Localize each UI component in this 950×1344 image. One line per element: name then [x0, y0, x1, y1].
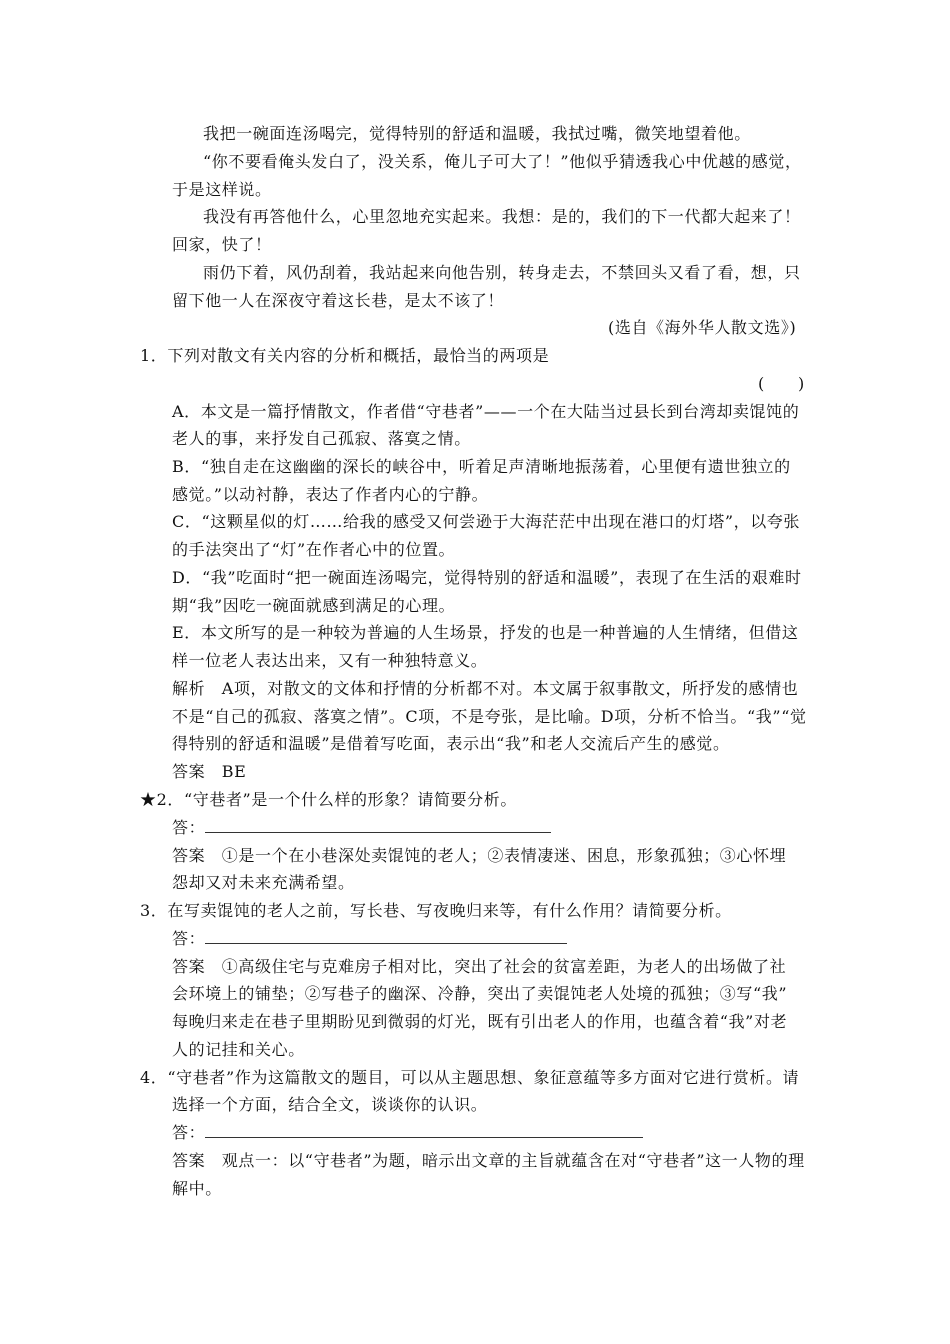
option-c: C．“这颗星似的灯……给我的感受又何尝逊于大海茫茫中出现在港口的灯塔”，以夸张 [172, 512, 801, 531]
question-2-response-label: 答： [172, 818, 206, 837]
question-4-response-label: 答： [172, 1123, 206, 1142]
question-1-analysis: 解析 A项，对散文的文体和抒情的分析都不对。本文属于叙事散文，所抒发的感情也 [172, 679, 799, 698]
option-a-cont: 老人的事，来抒发自己孤寂、落寞之情。 [172, 429, 471, 448]
passage-paragraph-2-cont: 于是这样说。 [172, 180, 272, 199]
passage-paragraph-2: “你不要看俺头发白了，没关系，俺儿子可大了！”他似乎猜透我心中优越的感觉， [203, 152, 802, 171]
question-2-answer-blank[interactable] [205, 818, 551, 833]
question-1-answer: 答案 BE [172, 762, 247, 781]
option-b: B．“独自走在这幽幽的深长的峡谷中，听着足声清晰地振荡着，心里便有遗世独立的 [172, 457, 791, 476]
question-2-response-line [172, 817, 551, 839]
option-c-cont: 的手法突出了“灯”在作者心中的位置。 [172, 540, 456, 559]
question-1-analysis-cont-2: 得特别的舒适和温暖”是借着写吃面，表示出“我”和老人交流后产生的感觉。 [172, 734, 730, 753]
question-2-answer-cont: 怨却又对未来充满希望。 [172, 873, 355, 892]
passage-paragraph-4: 雨仍下着，风仍刮着，我站起来向他告别，转身走去，不禁回头又看了看，想，只 [203, 263, 801, 282]
passage-paragraph-3-cont: 回家，快了！ [172, 235, 272, 254]
passage-paragraph-4-cont: 留下他一人在深夜守着这长巷，是太不该了！ [172, 291, 505, 310]
question-2-stem: ★2．“守巷者”是一个什么样的形象？请简要分析。 [140, 790, 517, 809]
question-1-analysis-cont-1: 不是“自己的孤寂、落寞之情”。C项，不是夸张，是比喻。D项，分析不恰当。“我”“觉 [172, 707, 807, 726]
question-2-answer: 答案 ①是一个在小巷深处卖馄饨的老人；②表情凄迷、困息，形象孤独；③心怀埋 [172, 846, 787, 865]
question-3-response-label: 答： [172, 929, 206, 948]
option-d: D．“我”吃面时“把一碗面连汤喝完，觉得特别的舒适和温暖”，表现了在生活的艰难时 [172, 568, 802, 587]
question-4-answer: 答案 观点一：以“守巷者”为题，暗示出文章的主旨就蕴含在对“守巷者”这一人物的理 [172, 1151, 805, 1170]
passage-source: (选自《海外华人散文选》) [608, 318, 797, 337]
question-3-answer-blank[interactable] [205, 929, 567, 944]
passage-paragraph-3: 我没有再答他什么，心里忽地充实起来。我想：是的，我们的下一代都大起来了！ [203, 207, 801, 226]
question-3-answer-cont-2: 每晚归来走在巷子里期盼见到微弱的灯光，既有引出老人的作用，也蕴含着“我”对老 [172, 1012, 788, 1031]
question-3-answer-cont-3: 人的记挂和关心。 [172, 1040, 305, 1059]
question-4-stem: 4．“守巷者”作为这篇散文的题目，可以从主题思想、象征意蕴等多方面对它进行赏析。请 [140, 1068, 800, 1087]
question-4-answer-blank[interactable] [205, 1123, 643, 1138]
option-e-cont: 样一位老人表达出来，又有一种独特意义。 [172, 651, 488, 670]
question-3-answer: 答案 ①高级住宅与克难房子相对比，突出了社会的贫富差距，为老人的出场做了社 [172, 957, 787, 976]
option-b-cont: 感觉。”以动衬静，表达了作者内心的宁静。 [172, 485, 489, 504]
option-e: E．本文所写的是一种较为普遍的人生场景，抒发的也是一种普遍的人生情绪，但借这 [172, 623, 799, 642]
question-3-stem: 3．在写卖馄饨的老人之前，写长巷、写夜晚归来等，有什么作用？请简要分析。 [140, 901, 732, 920]
question-4-stem-cont: 选择一个方面，结合全文，谈谈你的认识。 [172, 1095, 488, 1114]
question-3-answer-cont-1: 会环境上的铺垫；②写巷子的幽深、冷静，突出了卖馄饨老人处境的孤独；③写“我” [172, 984, 788, 1003]
option-d-cont: 期“我”因吃一碗面就感到满足的心理。 [172, 596, 456, 615]
option-a: A．本文是一篇抒情散文，作者借“守巷者”——一个在大陆当过县长到台湾却卖馄饨的 [172, 402, 800, 421]
question-1-stem: 1．下列对散文有关内容的分析和概括，最恰当的两项是 [140, 346, 550, 365]
question-4-answer-cont: 解中。 [172, 1179, 222, 1198]
question-1-answer-blank: ( ) [758, 374, 805, 393]
passage-paragraph-1: 我把一碗面连汤喝完，觉得特别的舒适和温暖，我拭过嘴，微笑地望着他。 [203, 124, 751, 143]
question-3-response-line [172, 928, 567, 950]
question-4-response-line [172, 1122, 643, 1144]
